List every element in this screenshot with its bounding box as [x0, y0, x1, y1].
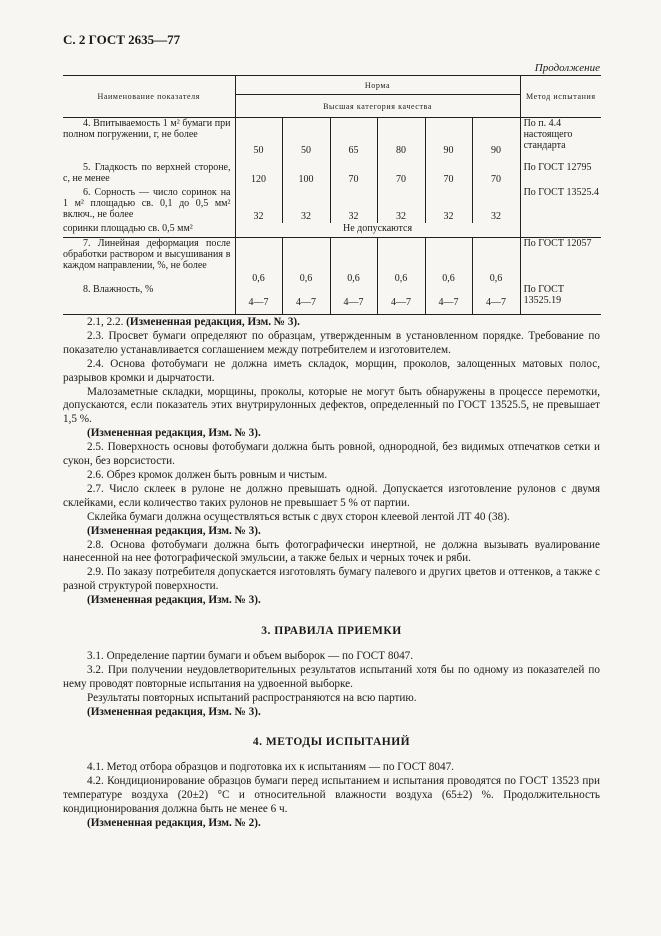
header-method: Метод испытания: [520, 76, 601, 118]
row-method: [520, 223, 601, 238]
table-cell: 0,6: [425, 238, 472, 285]
table-cell: 0,6: [282, 238, 330, 285]
paragraph: 2.5. Поверхность основы фотобумаги должна быть ровной, однородной, без видимых отпечатков сетки и сукон, без ворсистости.: [63, 441, 600, 468]
amendment-note: (Измененная редакция, Изм. № 3).: [126, 316, 300, 328]
row-name: 6. Сорность — число соринок на 1 м² площадью св. 0,1 до 0,5 мм² включ., не более: [63, 187, 235, 223]
paragraph: 2.8. Основа фотобумаги должна быть фотографически инертной, не должна вызывать вуалирование нанесенной на нее фотографической эмульсии, а также белых и черных точек и ряби.: [63, 538, 600, 565]
table-cell: 32: [330, 187, 377, 223]
section-title: 3. ПРАВИЛА ПРИЕМКИ: [261, 625, 402, 638]
paragraph: 2.3. Просвет бумаги определяют по образцам, утвержденным в установленном порядке. Требование по показателю устанавливается соглашением между потребителем и изготовителем.: [63, 329, 600, 356]
table-cell: 32: [425, 187, 472, 223]
table-cell: 70: [491, 174, 502, 185]
paragraph: 4.2. Кондиционирование образцов бумаги перед испытанием и испытания проводятся по ГОСТ 13523 при температуре воздуха (20±2) °С и относительной влажности воздуха (65±2) %. Продолжительность кондиционирования должна быть не менее 6 ч.: [63, 775, 600, 816]
table-cell: 70: [377, 162, 425, 187]
paragraph: 3.1. Определение партии бумаги и объем выборок — по ГОСТ 8047.: [87, 649, 414, 662]
table-cell: 4—7: [425, 284, 472, 315]
table-cell: 4—7: [235, 284, 282, 315]
table-cell: 32: [377, 187, 425, 223]
paragraph: 2.7. Число склеек в рулоне не должно превышать одной. Допускается изготовление рулонов с двумя склейками, если количество таких рулонов не превышает 5 % от партии.: [63, 482, 600, 509]
table-row: [63, 162, 601, 187]
amendment-note: (Измененная редакция, Изм. № 3).: [87, 594, 261, 607]
row-method: По ГОСТ 13525.4: [520, 187, 601, 223]
row-method: По ГОСТ 13525.19: [520, 284, 601, 315]
paragraph: 3.2. При получении неудовлетворительных результатов испытаний хотя бы по одному из показателей по нему проводят повторные испытания на удвоенной выборке.: [63, 663, 600, 690]
table-cell: 0,6: [472, 238, 520, 285]
row-name: 5. Гладкость по верхней стороне, с, не менее: [63, 162, 235, 187]
table-cell: 4—7: [472, 284, 520, 315]
paragraph: Склейка бумаги должна осуществляться встык с двух сторон клеевой лентой ЛТ 40 (38).: [87, 510, 510, 523]
amendment-note: (Измененная редакция, Изм. № 3).: [87, 427, 261, 440]
row-name: 7. Линейная деформация после обработки раствором и высушивания в каждом направлении, %, не более: [63, 238, 235, 285]
table-cell: 0,6: [377, 238, 425, 285]
table-cell: 0,6: [235, 238, 282, 285]
amendment-note: (Измененная редакция, Изм. № 2).: [87, 817, 261, 829]
continuation-label: Продолжение: [534, 62, 600, 74]
paragraph: Малозаметные складки, морщины, проколы, которые не могут быть обнаружены в процессе перемотки, допускаются, если показатель этих внутрирулонных дефектов, определенный по ГОСТ 13525.5, не превышает 1,5 %.: [63, 385, 600, 426]
table-row: [63, 238, 601, 285]
table-cell: 4—7: [330, 284, 377, 315]
table-cell: 120: [235, 162, 282, 187]
table-cell: 32: [235, 187, 282, 223]
paragraph: 2.4. Основа фотобумаги не должна иметь складок, морщин, проколов, залощенных матовых полос, разрывов кромки и дырчатости.: [63, 357, 600, 384]
table-cell: 50: [282, 118, 330, 163]
table-cell: 90: [425, 118, 472, 163]
header-name: Наименование показателя: [63, 76, 235, 118]
table-cell: 4—7: [282, 284, 330, 315]
table-cell: 4—7: [377, 284, 425, 315]
table-cell: 0,6: [330, 238, 377, 285]
table-cell: 65: [330, 118, 377, 163]
amendment-note: (Измененная редакция, Изм. № 3).: [87, 524, 261, 537]
row-method: По ГОСТ 12795: [520, 162, 601, 187]
table-row: [63, 284, 601, 315]
table-row: [63, 223, 601, 238]
table-cell: 70: [425, 162, 472, 187]
table-row: [63, 118, 601, 163]
page-header: С. 2 ГОСТ 2635—77: [63, 32, 181, 47]
paragraph: [63, 316, 600, 330]
table-cell: 32: [282, 187, 330, 223]
table-cell: 80: [377, 118, 425, 163]
row-method: По п. 4.4 настоящего стандарта: [520, 118, 601, 163]
amendment-note: (Измененная редакция, Изм. № 3).: [87, 705, 261, 718]
row-method: По ГОСТ 12057: [520, 238, 601, 285]
norms-table: [63, 75, 601, 315]
document-body: [63, 316, 600, 831]
table-cell: 90: [491, 145, 502, 156]
row-name: соринки площадью св. 0,5 мм²: [63, 223, 235, 238]
paragraph: Результаты повторных испытаний распространяются на всю партию.: [87, 691, 417, 704]
section-title: 4. МЕТОДЫ ИСПЫТАНИЙ: [252, 736, 411, 749]
table-cell: 32: [491, 211, 502, 222]
row-name: 4. Впитываемость 1 м² бумаги при полном погружении, г, не более: [63, 118, 235, 163]
header-norm: Норма: [235, 76, 520, 95]
table-cell: 100: [282, 162, 330, 187]
clause-ref: 2.1, 2.2.: [87, 316, 127, 328]
table-row: [63, 187, 601, 223]
paragraph: 2.9. По заказу потребителя допускается изготовлять бумагу палевого и других цветов и оттенков, а также с разной структурой поверхности.: [63, 566, 600, 593]
merged-cell: Не допускаются: [343, 223, 413, 234]
table-cell: 50: [235, 118, 282, 163]
table-cell: 70: [330, 162, 377, 187]
paragraph: 4.1. Метод отбора образцов и подготовка их к испытаниям — по ГОСТ 8047.: [87, 761, 454, 774]
header-category: Высшая категория качества: [235, 95, 520, 118]
paragraph: 2.6. Обрез кромок должен быть ровным и чистым.: [87, 468, 328, 481]
row-name: 8. Влажность, %: [63, 284, 235, 315]
